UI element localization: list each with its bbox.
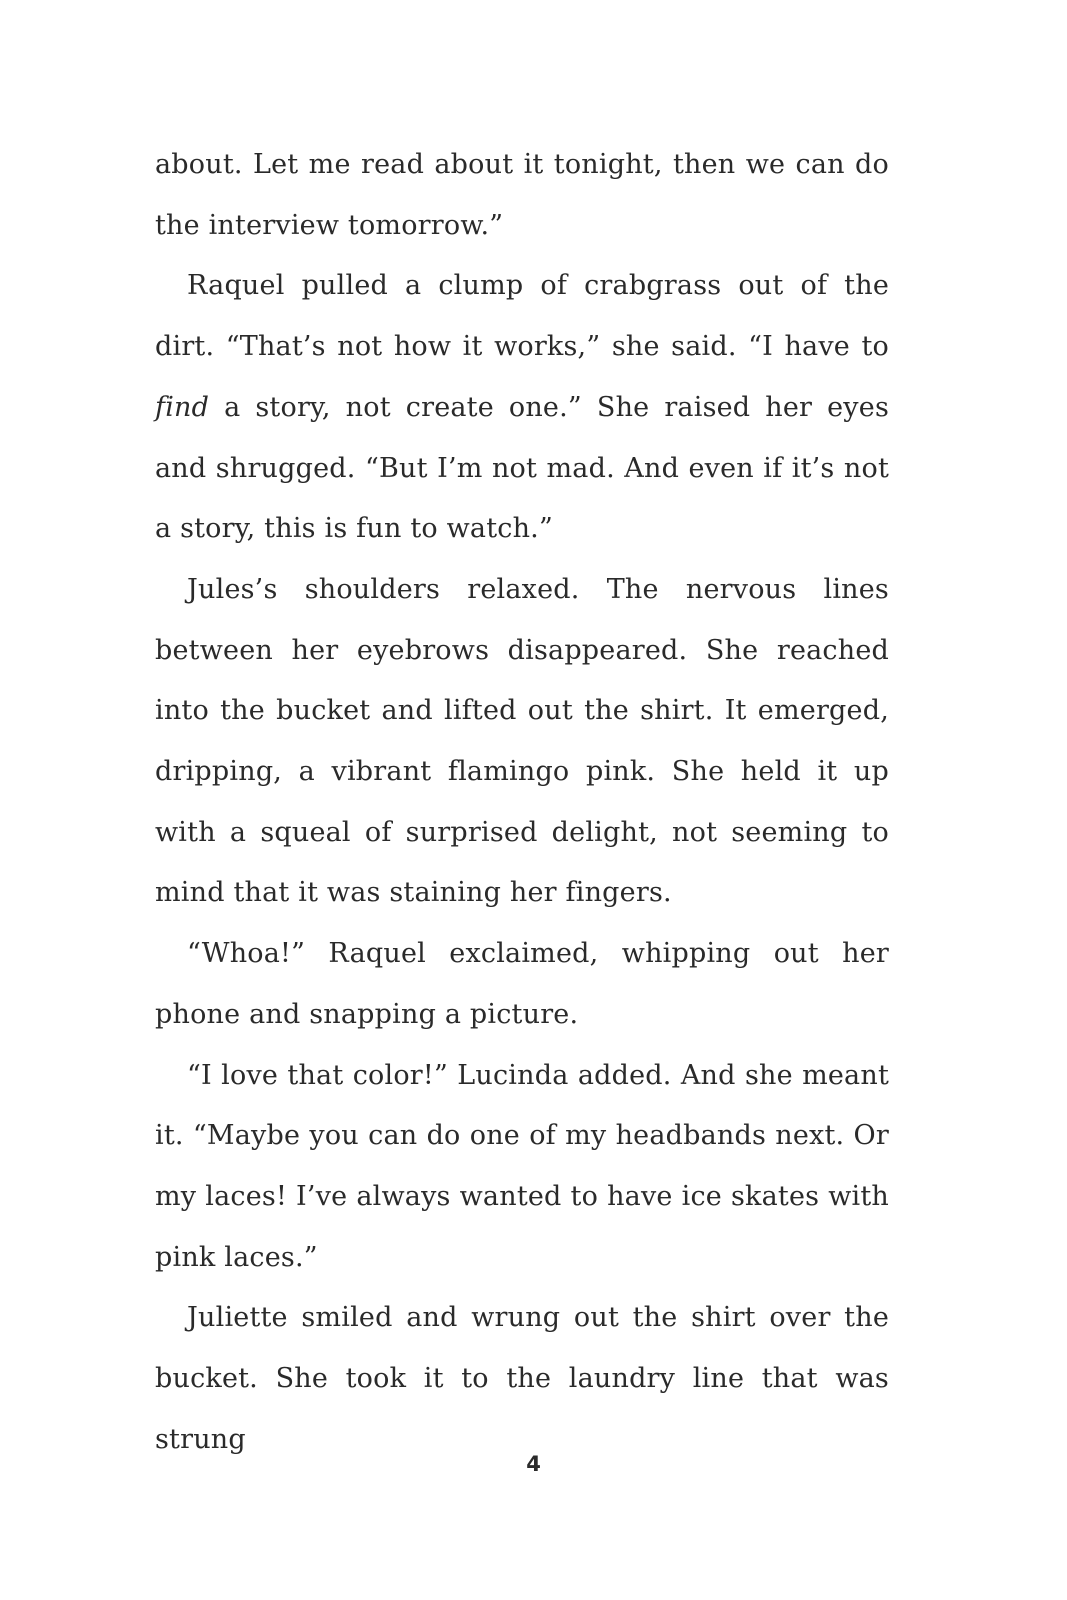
body-text xyxy=(155,135,889,1470)
paragraph-1-text: about. Let me read about it tonight, then we can do the interview tomorrow.” xyxy=(155,149,889,241)
paragraph-3 xyxy=(155,560,889,924)
paragraph-3-text: Jules’s shoulders relaxed. The nervous lines between her eyebrows disappeared. She reached into the bucket and lifted out the shirt. It emerged, dripping, a vibrant flamingo pink. She held it up with a squeal of surprised delight, not seeming to mind that it was staining her fingers. xyxy=(155,573,889,909)
paragraph-6 xyxy=(155,1288,889,1470)
paragraph-4 xyxy=(155,924,889,1045)
italic-emphasis: find xyxy=(155,391,210,423)
page-number: 4 xyxy=(526,1452,541,1476)
paragraph-2-text-end: a story, not create one.” She raised her eyes and shrugged. “But I’m not mad. And even if it’s not a story, this is fun to watch.” xyxy=(155,391,889,545)
paragraph-2 xyxy=(155,256,889,560)
paragraph-6-text: Juliette smiled and wrung out the shirt over the bucket. She took it to the laundry line that was strung xyxy=(155,1302,889,1455)
paragraph-4-text: “Whoa!” Raquel exclaimed, whipping out her phone and snapping a picture. xyxy=(155,938,889,1030)
paragraph-5-text: “I love that color!” Lucinda added. And she meant it. “Maybe you can do one of my headbands next. Or my laces! I’ve always wanted to have ice skates with pink laces.” xyxy=(155,1059,889,1273)
paragraph-5 xyxy=(155,1046,889,1289)
paragraph-1 xyxy=(155,135,889,256)
paragraph-2-text: Raquel pulled a clump of crabgrass out of the dirt. “That’s not how it works,” she said. “I have to xyxy=(155,270,889,363)
